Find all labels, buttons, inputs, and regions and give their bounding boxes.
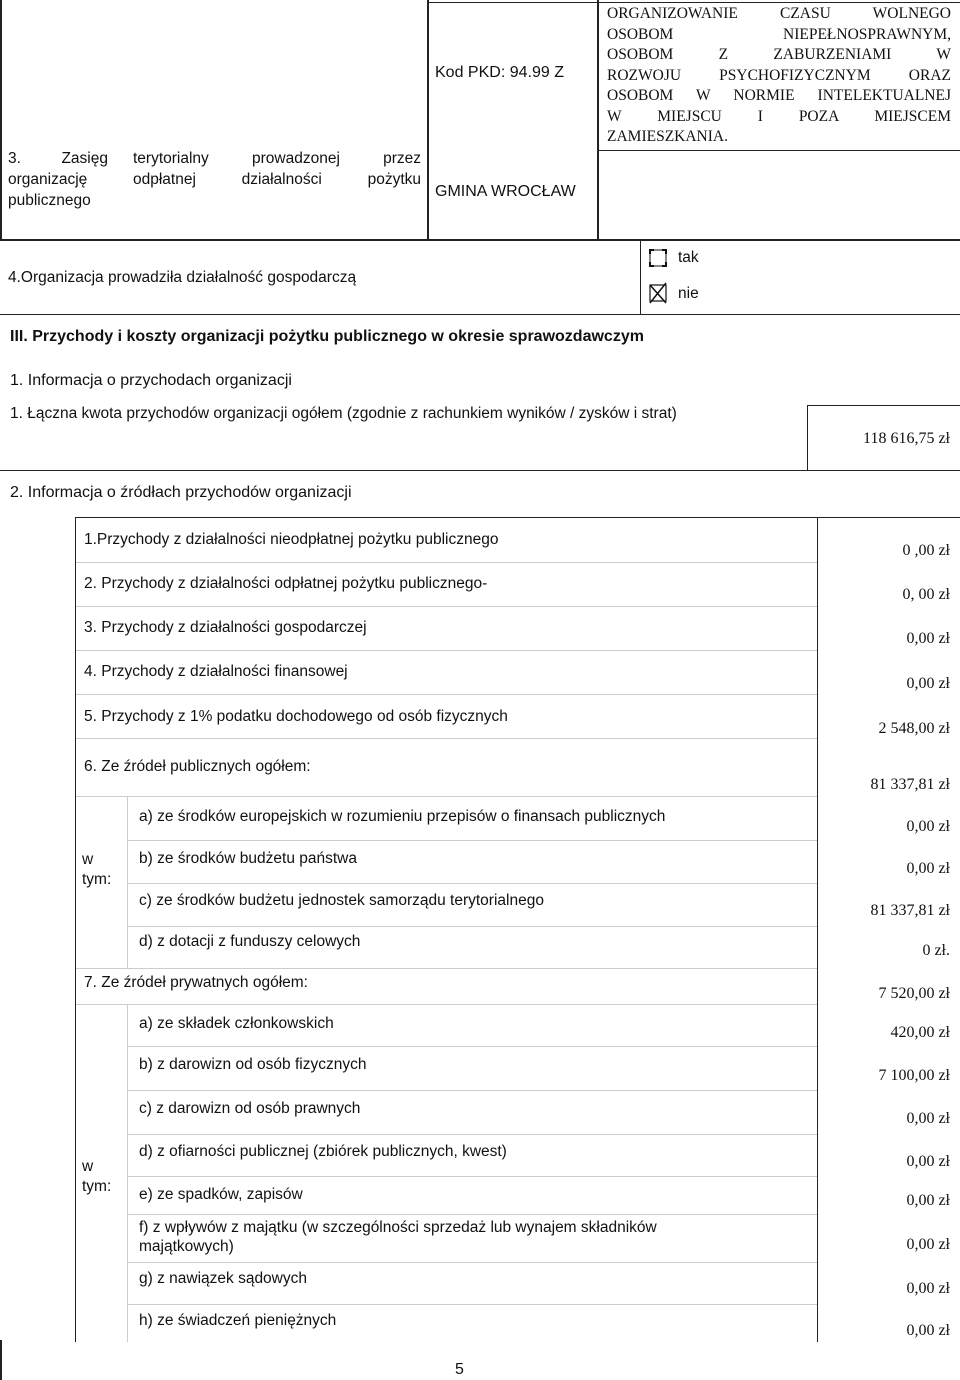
source-label: 3. Przychody z działalności gospodarczej <box>84 619 367 636</box>
source-label: 4. Przychody z działalności finansowej <box>84 663 348 680</box>
private-item-label-line: majątkowych) <box>139 1238 234 1255</box>
activity-line: OSOBOM W NORMIE INTELEKTUALNEJ <box>607 87 951 104</box>
private-sources-label: 7. Ze źródeł prywatnych ogółem: <box>84 974 308 991</box>
private-sources-value: 7 520,00 zł <box>878 985 950 1002</box>
w-tym-line: w <box>82 1158 94 1175</box>
checkbox-empty-icon <box>649 249 667 267</box>
activity-line: ORGANIZOWANIE CZASU WOLNEGO <box>607 5 951 22</box>
w-tym-line: tym: <box>82 871 112 888</box>
private-item-label: e) ze spadków, zapisów <box>139 1186 303 1203</box>
public-item-value: 0 zł. <box>922 942 950 959</box>
public-item-value: 0,00 zł <box>906 860 950 877</box>
private-item-label: a) ze składek członkowskich <box>139 1015 334 1032</box>
checkbox-yes[interactable] <box>649 249 667 267</box>
public-item-label: b) ze środków budżetu państwa <box>139 850 357 867</box>
activity-line: ZAMIESZKANIA. <box>607 128 728 145</box>
section3-label-line: organizację <box>8 171 88 188</box>
source-value: 0 ,00 zł <box>902 542 950 559</box>
checkbox-checked-icon <box>649 282 669 304</box>
public-sources-label: 6. Ze źródeł publicznych ogółem: <box>84 758 311 775</box>
private-item-label <box>139 1218 657 1256</box>
activity-line: ROZWOJU PSYCHOFIZYCZNYM ORAZ <box>607 66 951 84</box>
activity-description <box>607 4 951 148</box>
source-label: 2. Przychody z działalności odpłatnej pożytku publicznego- <box>84 575 488 592</box>
private-item-value: 0,00 zł <box>906 1192 950 1209</box>
source-value: 0,00 zł <box>906 630 950 647</box>
activity-line: OSOBOM Z ZABURZENIAMI W <box>607 46 951 63</box>
section3-label <box>8 148 108 211</box>
w-tym-line: tym: <box>82 1178 112 1195</box>
section3-label-line: 3. Zasięg <box>8 150 108 167</box>
private-w-tym <box>82 1157 111 1197</box>
private-item-label: g) z nawiązek sądowych <box>139 1270 307 1287</box>
source-value: 2 548,00 zł <box>878 720 950 737</box>
private-item-label: d) z ofiarności publicznej (zbiórek publicznych, kwest) <box>139 1143 507 1160</box>
private-item-value: 420,00 zł <box>890 1024 950 1041</box>
total-income-label: 1. Łączna kwota przychodów organizacji ogółem (zgodnie z rachunkiem wyników / zysków i strat) <box>10 405 677 422</box>
activity-line: W MIEJSCU I POZA MIEJSCEM <box>607 107 951 125</box>
private-item-label: b) z darowizn od osób fizycznych <box>139 1056 367 1073</box>
public-w-tym <box>82 850 111 890</box>
source-value: 0, 00 zł <box>902 586 950 603</box>
source-label: 1.Przychody z działalności nieodpłatnej pożytku publicznego <box>84 531 499 548</box>
public-sources-value: 81 337,81 zł <box>870 776 950 793</box>
public-item-value: 0,00 zł <box>906 818 950 835</box>
private-item-label-line: f) z wpływów z majątku (w szczególności sprzedaż lub wynajem składników <box>139 1219 657 1236</box>
source-label: 5. Przychody z 1% podatku dochodowego od osób fizycznych <box>84 708 508 725</box>
income-sources-heading: 2. Informacja o źródłach przychodów organizacji <box>10 484 352 501</box>
total-income-value: 118 616,75 zł <box>863 430 950 447</box>
option-no-label: nie <box>678 285 699 302</box>
private-item-label: h) ze świadczeń pieniężnych <box>139 1312 337 1329</box>
pkd-code: Kod PKD: 94.99 Z <box>435 64 564 81</box>
option-yes-label: tak <box>678 249 699 266</box>
activity-line: OSOBOM NIEPEŁNOSPRAWNYM, <box>607 25 951 43</box>
section3-label-line: publicznego <box>8 192 91 209</box>
source-value: 0,00 zł <box>906 675 950 692</box>
section4-label: 4.Organizacja prowadziła działalność gospodarczą <box>8 269 357 286</box>
checkbox-no[interactable] <box>649 282 667 300</box>
section-iii-title: III. Przychody i koszty organizacji pożytku publicznego w okresie sprawozdawczym <box>10 328 644 345</box>
private-item-value: 0,00 zł <box>906 1322 950 1339</box>
public-item-value: 81 337,81 zł <box>870 902 950 919</box>
private-item-value: 7 100,00 zł <box>878 1067 950 1084</box>
w-tym-line: w <box>82 851 94 868</box>
private-item-label: c) z darowizn od osób prawnych <box>139 1100 361 1117</box>
private-item-value: 0,00 zł <box>906 1280 950 1297</box>
section3-desc-line: terytorialny prowadzonej przez <box>133 150 421 167</box>
section3-desc-line: odpłatnej działalności pożytku <box>133 171 421 188</box>
income-info-heading: 1. Informacja o przychodach organizacji <box>10 372 292 389</box>
private-item-value: 0,00 zł <box>906 1236 950 1253</box>
section3-description <box>133 148 421 190</box>
private-item-value: 0,00 zł <box>906 1153 950 1170</box>
page-number: 5 <box>455 1361 464 1378</box>
private-item-value: 0,00 zł <box>906 1110 950 1127</box>
public-item-label: d) z dotacji z funduszy celowych <box>139 933 361 950</box>
public-item-label: a) ze środków europejskich w rozumieniu przepisów o finansach publicznych <box>139 808 666 825</box>
public-item-label: c) ze środków budżetu jednostek samorządu terytorialnego <box>139 892 544 909</box>
gmina-name: GMINA WROCŁAW <box>435 183 576 200</box>
